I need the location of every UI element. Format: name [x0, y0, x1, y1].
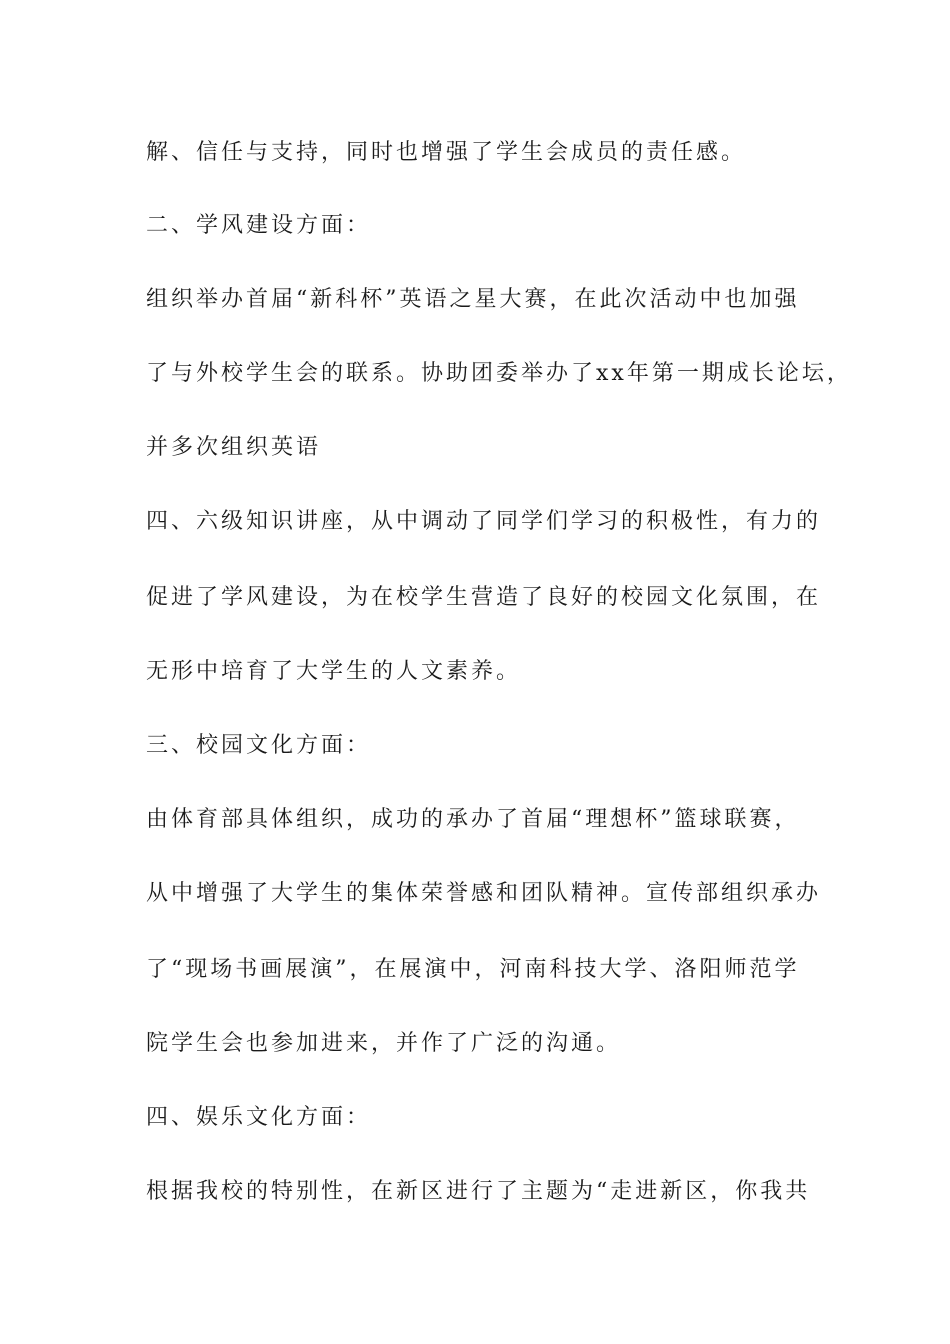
section-heading: 三、校园文化方面：: [146, 733, 372, 758]
paragraph-line: 解、信任与支持，同时也增强了学生会成员的责任感。: [146, 140, 747, 165]
paragraph-line: 无形中培育了大学生的人文素养。: [146, 659, 522, 684]
paragraph-line: 四、六级知识讲座，从中调动了同学们学习的积极性，有力的: [146, 509, 822, 534]
paragraph-line: 了“现场书画展演”，在展演中，河南科技大学、洛阳师范学: [146, 957, 800, 982]
paragraph-line: 从中增强了大学生的集体荣誉感和团队精神。宣传部组织承办: [146, 881, 822, 906]
paragraph-line: 由体育部具体组织，成功的承办了首届“理想杯”篮球联赛，: [146, 807, 800, 832]
paragraph-line: 组织举办首届“新科杯”英语之星大赛，在此次活动中也加强: [146, 287, 800, 312]
paragraph-line: 了与外校学生会的联系。协助团委举办了xx年第一期成长论坛，: [146, 361, 852, 386]
paragraph-line: 院学生会也参加进来，并作了广泛的沟通。: [146, 1031, 622, 1056]
paragraph-line: 促进了学风建设，为在校学生营造了良好的校园文化氛围，在: [146, 585, 822, 610]
paragraph-line: 并多次组织英语: [146, 435, 322, 460]
paragraph-line: 根据我校的特别性，在新区进行了主题为“走进新区，你我共: [146, 1179, 811, 1204]
section-heading: 四、娱乐文化方面：: [146, 1105, 372, 1130]
section-heading: 二、学风建设方面：: [146, 213, 372, 238]
